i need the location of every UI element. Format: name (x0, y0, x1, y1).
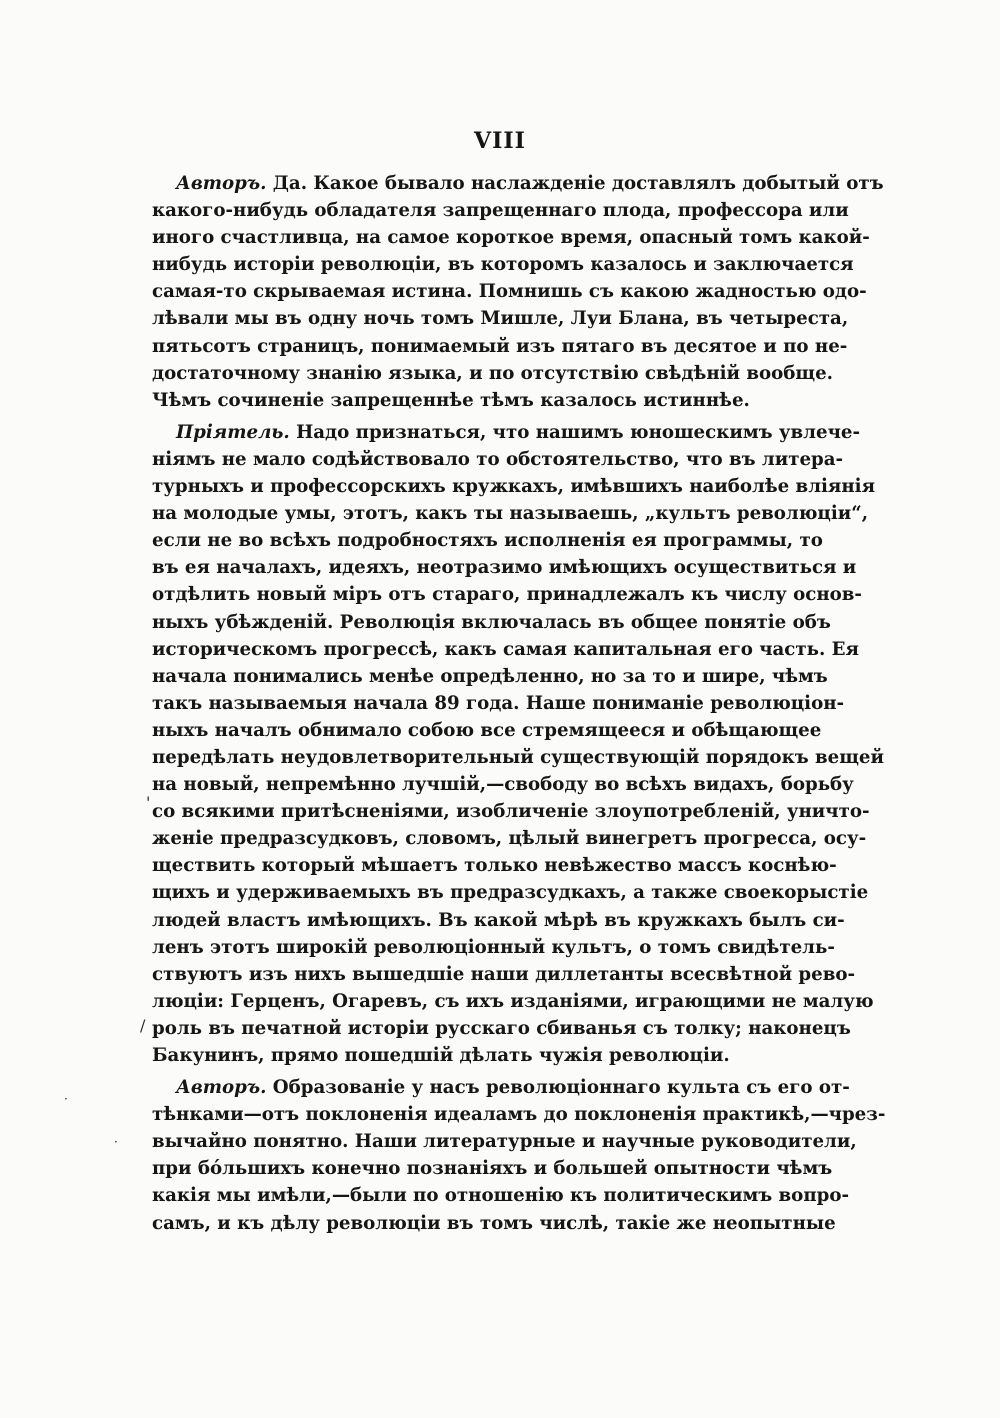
text-line: со всякими притѣсненіями, изобличеніе злоупотребленій, уничто- (152, 801, 870, 823)
text-line: въ ея началахъ, идеяхъ, неотразимо имѣющихъ осуществиться и (152, 557, 857, 579)
text-line: начала понимались менѣе опредѣленно, но за то и шире, чѣмъ (152, 665, 828, 687)
text-line: историческомъ прогрессѣ, какъ самая капитальная его часть. Ея (152, 638, 859, 660)
text-line: ныхъ убѣжденій. Революція включалась въ общее понятіе объ (152, 611, 831, 633)
text-line: самая-то скрываемая истина. Помнишь съ какою жадностью одо- (152, 281, 867, 303)
text-line (152, 419, 861, 446)
speaker-label: Авторъ. (176, 173, 267, 194)
scan-mark: ' (146, 793, 151, 812)
text-line: ществить который мѣшаетъ только невѣжество массъ коснѣю- (152, 855, 837, 877)
text-line: людей властъ имѣющихъ. Въ какой мѣрѣ въ кружкахъ былъ си- (152, 909, 845, 931)
text-line: Чѣмъ сочиненіе запрещеннѣе тѣмъ казалось истиннѣе. (152, 389, 750, 411)
line-text: Образованіе у насъ революціоннаго культа съ его от- (272, 1077, 850, 1099)
text-line: ніямъ не мало содѣйствовало то обстоятельство, что въ литера- (152, 448, 844, 470)
text-line: Бакунинъ, прямо пошедшій дѣлать чужія революціи. (152, 1045, 730, 1066)
speaker-label: Пріятель. (176, 421, 290, 443)
text-line: какого-нибудь обладателя запрещеннаго плода, профессора или (152, 200, 849, 222)
text-line: лѣвали мы въ одну ночь томъ Мишле, Луи Блана, въ четыреста, (152, 308, 849, 330)
scan-mark: · (114, 1135, 118, 1149)
text-line: люціи: Герценъ, Огаревъ, съ ихъ изданіями, играющими не малую (152, 990, 874, 1012)
text-line: передѣлать неудовлетворительный существующій порядокъ вещей (152, 746, 884, 768)
text-line: отдѣлить новый міръ отъ стараго, принадлежалъ къ числу основ- (152, 584, 862, 606)
page-number: VIII (474, 128, 526, 154)
text-line: ствуютъ изъ нихъ вышедшіе наши диллетанты всесвѣтной рево- (152, 963, 856, 985)
text-line: на новый, непремѣнно лучшій,—свободу во всѣхъ видахъ, борьбу (152, 774, 854, 796)
text-line: при бо́льшихъ конечно познаніяхъ и большей опытности чѣмъ (152, 1158, 833, 1180)
text-line: роль въ печатной исторіи русскаго сбиванья съ толку; наконецъ (152, 1017, 851, 1039)
text-line: тѣнками—отъ поклоненія идеаламъ до поклоненія практикѣ,—чрез- (152, 1104, 886, 1126)
body-text (152, 170, 886, 1237)
text-line: турныхъ и профессорскихъ кружкахъ, имѣвшихъ наиболѣе вліянія (152, 476, 876, 498)
scan-mark: · (64, 1092, 68, 1106)
text-line: ныхъ началъ обнимало собою все стремящееся и обѣщающее (152, 719, 822, 741)
line-text: Надо признаться, что нашимъ юношескимъ увлече- (296, 421, 861, 443)
text-line: вычайно понятно. Наши литературные и научные руководители, (152, 1131, 857, 1153)
text-line: какія мы имѣли,—были по отношенію къ политическимъ вопро- (152, 1185, 850, 1207)
text-line: пятьсотъ страницъ, понимаемый изъ пятаго въ десятое и по не- (152, 335, 848, 357)
text-line: ленъ этотъ широкій революціонный культъ, о томъ свидѣтель- (152, 936, 835, 958)
text-line: если не во всѣхъ подробностяхъ исполненія ея программы, то (152, 530, 823, 552)
text-line (152, 1074, 850, 1101)
text-line: щихъ и удерживаемыхъ въ предразсудкахъ, а также своекорыстіе (152, 882, 869, 904)
text-line: женіе предразсудковъ, словомъ, цѣлый винегретъ прогресса, осу- (152, 828, 867, 850)
speaker-label: Авторъ. (176, 1077, 267, 1099)
text-line: иного счастливца, на самое короткое время, опасный томъ какой- (152, 227, 870, 249)
line-text: Да. Какое бывало наслажденіе доставлялъ добытый отъ (272, 173, 884, 194)
text-line: нибудь исторіи революціи, въ которомъ казалось и заключается (152, 254, 854, 276)
text-line (152, 170, 884, 197)
text-line: такъ называемыя начала 89 года. Наше пониманіе революціон- (152, 692, 845, 714)
scan-mark: / (140, 1016, 146, 1035)
text-line: достаточному знанію языка, и по отсутствію свѣдѣній вообще. (152, 362, 833, 384)
text-line: на молодые умы, этотъ, какъ ты называешь, „культъ революціи“, (152, 503, 869, 525)
text-line: самъ, и къ дѣлу революціи въ томъ числѣ, такіе же неопытные (152, 1212, 836, 1234)
